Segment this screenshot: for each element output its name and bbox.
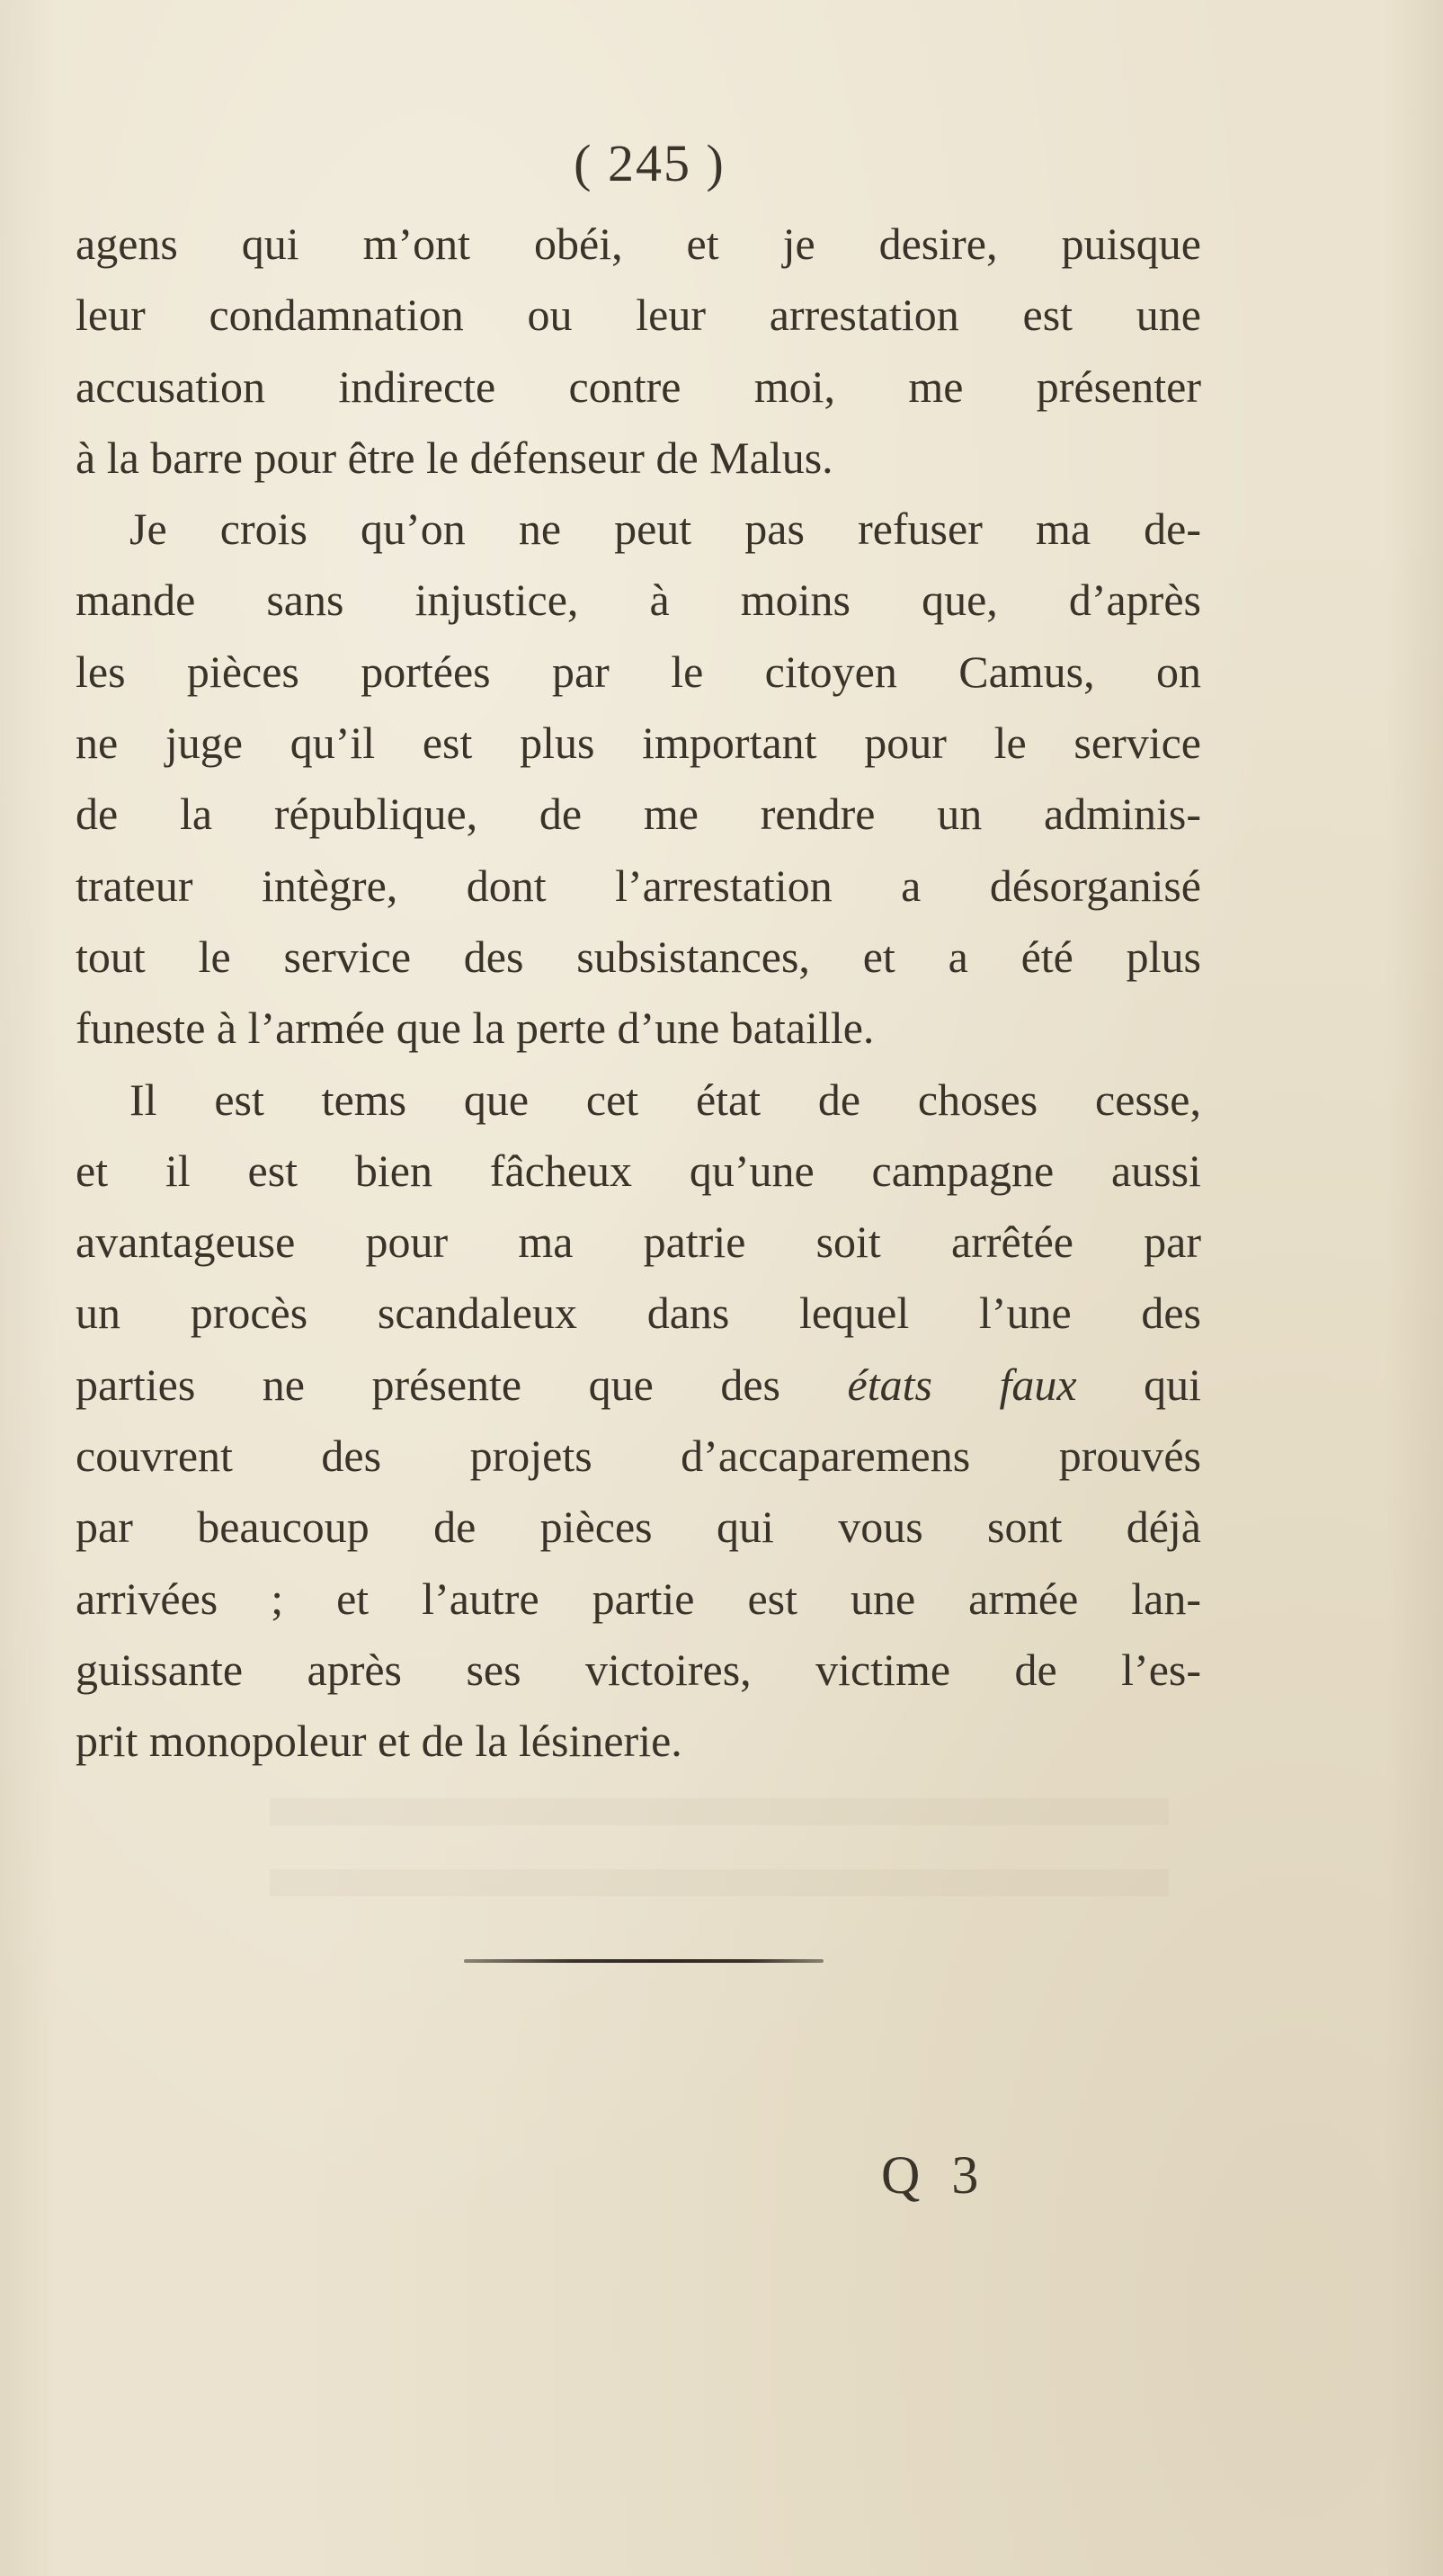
text-line: ne juge qu’il est plus important pour le service bbox=[76, 718, 1201, 769]
text-line: arrivées ; et l’autre partie est une armée lan- bbox=[76, 1573, 1201, 1624]
paragraph-2 bbox=[76, 494, 1201, 1064]
paragraph-1 bbox=[76, 209, 1201, 494]
text-line: par beaucoup de pièces qui vous sont déjà bbox=[76, 1502, 1201, 1553]
text-line: tout le service des subsistances, et a été plus bbox=[76, 931, 1201, 982]
signature-mark: Q 3 bbox=[881, 2145, 988, 2205]
text-line: avantageuse pour ma patrie soit arrêtée par bbox=[76, 1217, 1201, 1268]
body-text bbox=[76, 209, 1201, 1778]
paragraph-3 bbox=[76, 1065, 1201, 1778]
text-line: couvrent des projets d’accaparemens prouvés bbox=[76, 1431, 1201, 1482]
text-line: accusation indirecte contre moi, me présenter bbox=[76, 361, 1201, 412]
text-line: les pièces portées par le citoyen Camus, on bbox=[76, 646, 1201, 697]
text-line: à la barre pour être le défenseur de Malus. bbox=[76, 432, 833, 483]
section-rule bbox=[464, 1959, 824, 1963]
text-line: prit monopoleur et de la lésinerie. bbox=[76, 1716, 682, 1767]
text-fragment: parties ne présente que des bbox=[76, 1359, 780, 1410]
text-fragment: qui bbox=[1144, 1359, 1202, 1410]
text-line: mande sans injustice, à moins que, d’après bbox=[76, 575, 1201, 626]
text-line: leur condamnation ou leur arrestation est une bbox=[76, 290, 1201, 341]
page-number: ( 245 ) bbox=[574, 134, 726, 192]
text-line: et il est bien fâcheux qu’une campagne aussi bbox=[76, 1145, 1201, 1196]
text-line: agens qui m’ont obéi, et je desire, puisque bbox=[76, 218, 1201, 269]
text-line: Il est tems que cet état de choses cesse, bbox=[129, 1074, 1201, 1125]
italic-phrase: états faux bbox=[847, 1359, 1077, 1410]
show-through-shadow bbox=[270, 1798, 1169, 1906]
text-line: trateur intègre, dont l’arrestation a désorganisé bbox=[76, 860, 1201, 911]
text-line: un procès scandaleux dans lequel l’une des bbox=[76, 1288, 1201, 1339]
text-line: Je crois qu’on ne peut pas refuser ma de- bbox=[129, 504, 1201, 555]
text-line: funeste à l’armée que la perte d’une bataille. bbox=[76, 1003, 875, 1054]
text-line: de la république, de me rendre un adminis- bbox=[76, 789, 1201, 840]
text-line bbox=[76, 1350, 1201, 1421]
text-line: guissante après ses victoires, victime de l’es- bbox=[76, 1644, 1201, 1695]
